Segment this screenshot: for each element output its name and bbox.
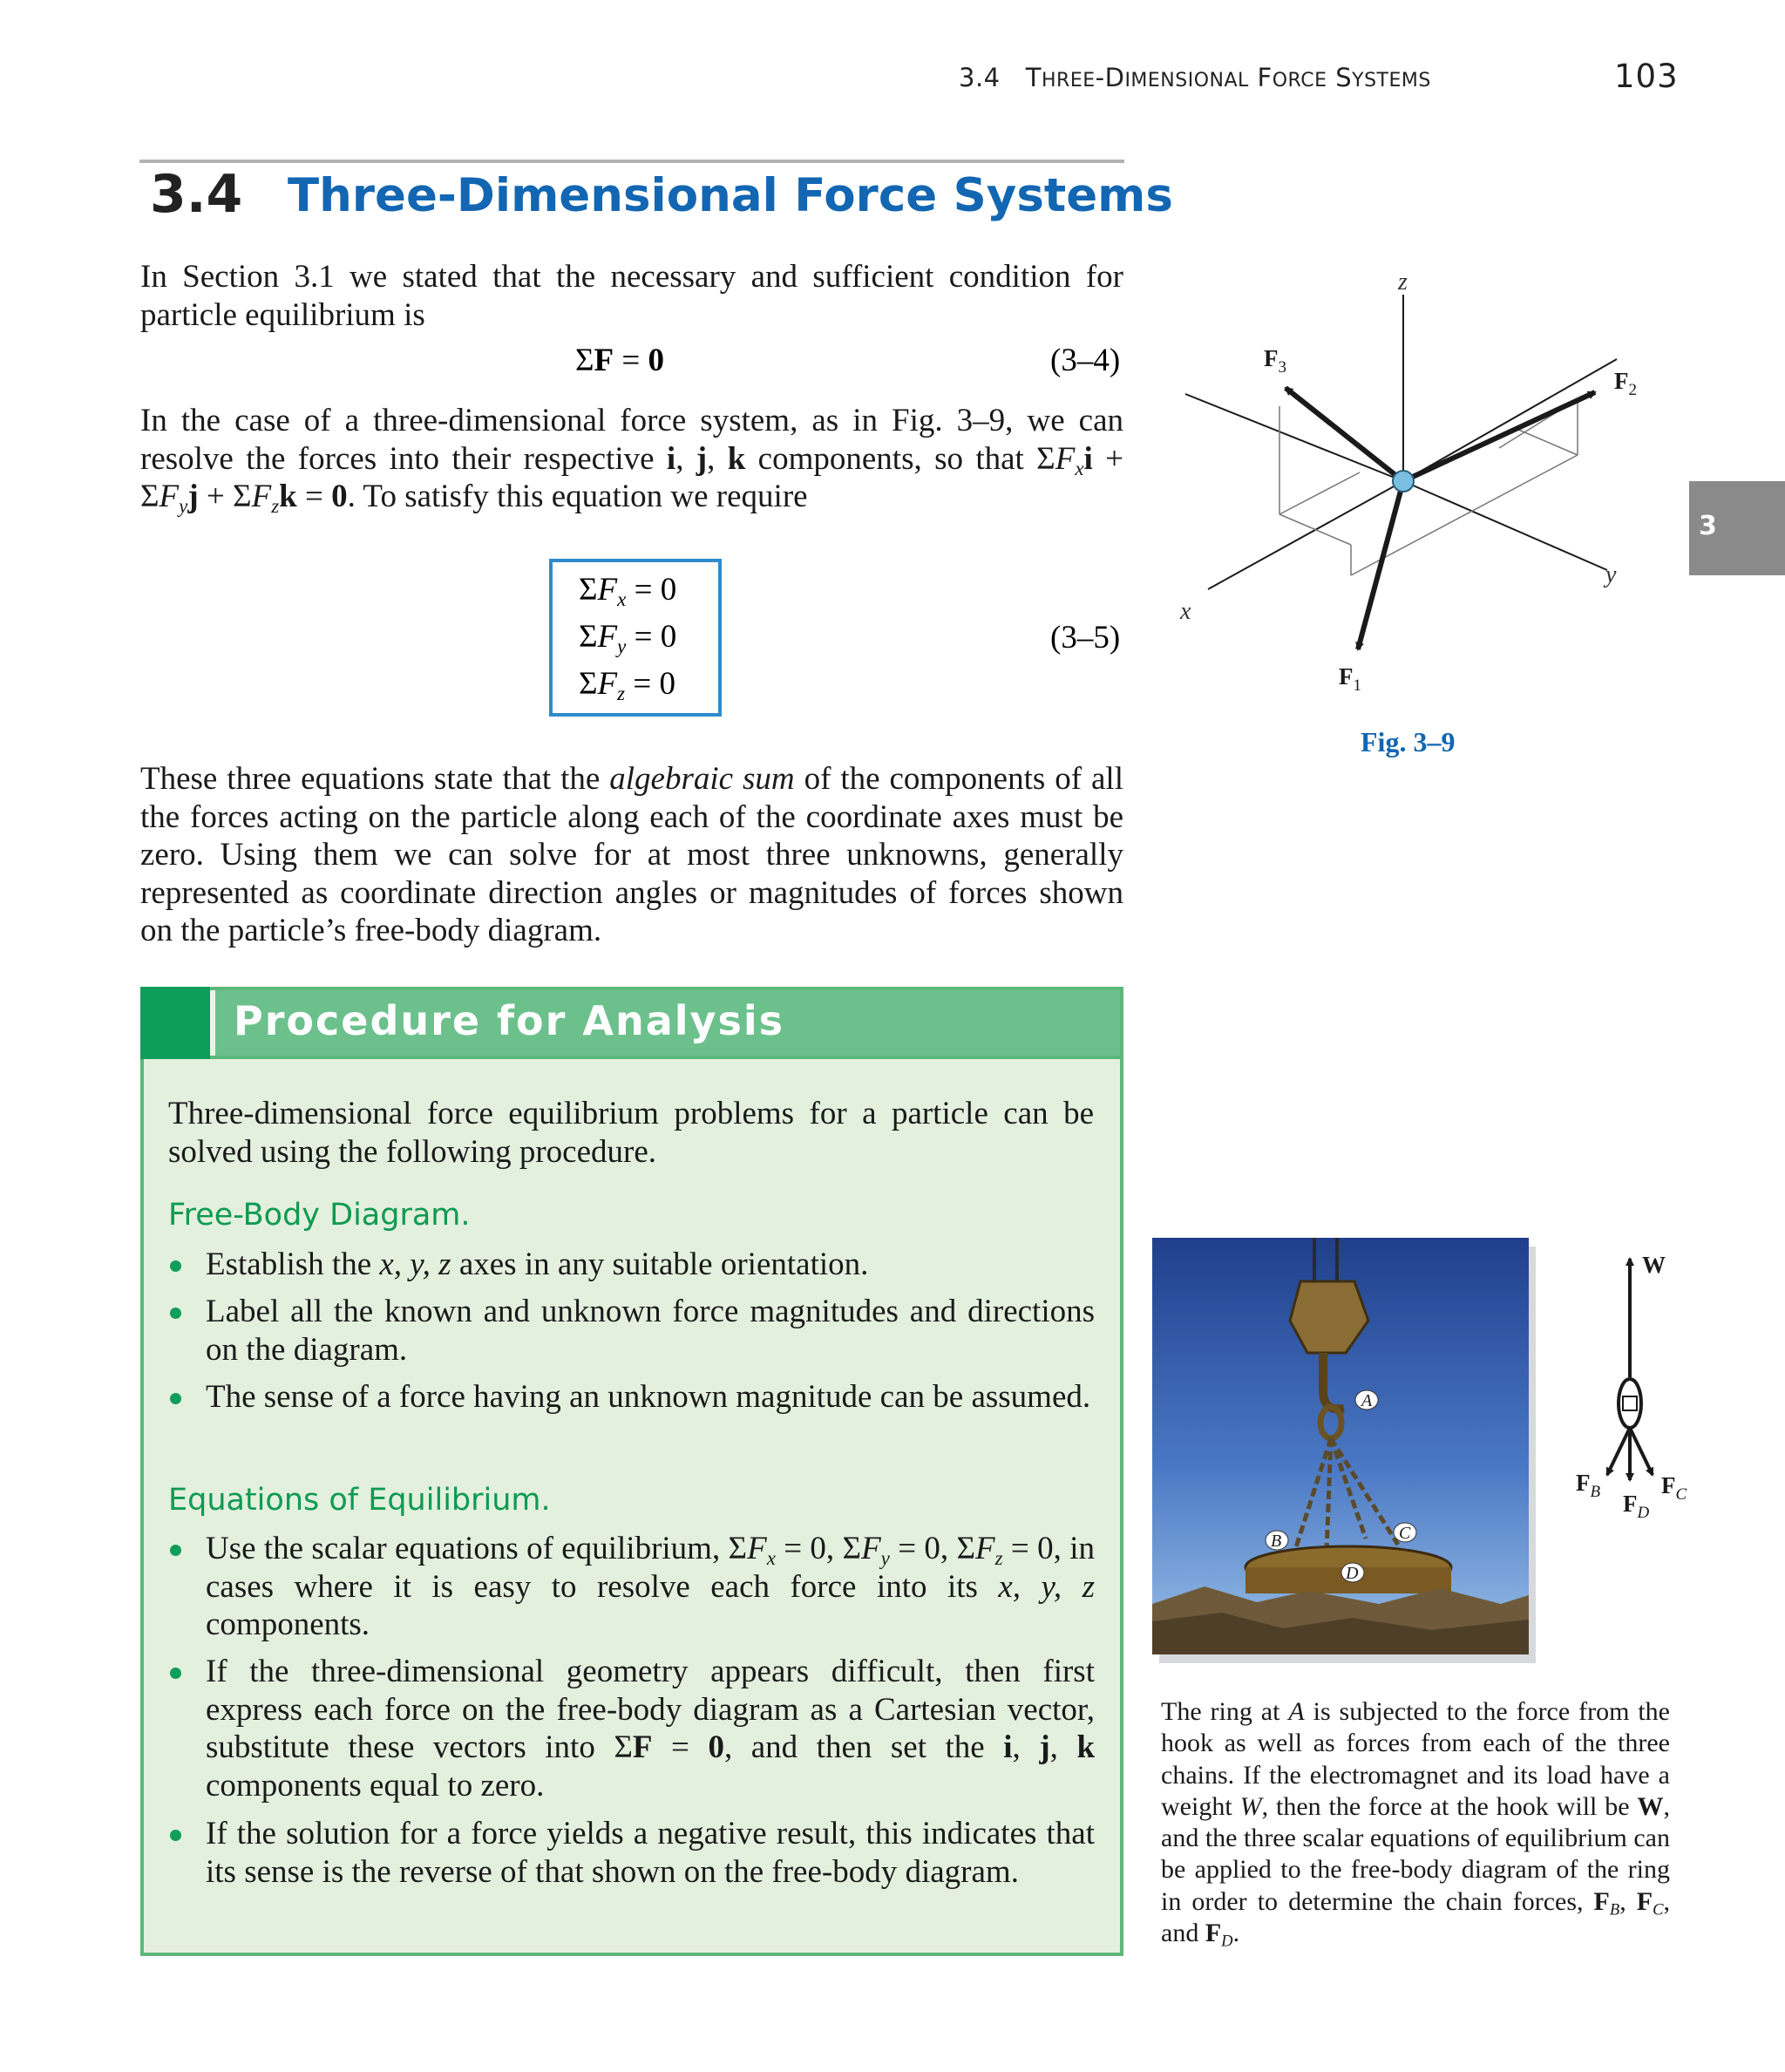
- sub-z: z: [617, 682, 626, 704]
- sigma: Σ: [140, 479, 159, 514]
- unit-i: i: [666, 440, 676, 477]
- rh-cap: F: [1257, 63, 1273, 92]
- axis-label-y: y: [1605, 561, 1617, 588]
- force-F: F: [1614, 368, 1629, 394]
- bullet-text: If the three-dimensional geometry appears difficult, then first express each force on the free-body diagram as a Cartesian vector, substitute these vectors into: [206, 1654, 1095, 1765]
- sub-z: z: [994, 1546, 1003, 1569]
- photo-caption: [1161, 1696, 1670, 1949]
- force-label-F2: [1614, 368, 1637, 399]
- caption-F: F: [1593, 1886, 1610, 1916]
- bullet-icon: [170, 1545, 181, 1556]
- force-F: F: [1576, 1470, 1591, 1496]
- para3-text: These three equations state that the: [140, 761, 610, 797]
- bullet-text: axes in any suitable orientation.: [451, 1247, 869, 1282]
- equation-3-5-number: (3–5): [1050, 620, 1121, 656]
- caption-sub-D: D: [1221, 1932, 1233, 1951]
- sep: ,: [1012, 1729, 1040, 1765]
- caption-sub-C: C: [1653, 1900, 1664, 1919]
- caption-text: , then the force at the hook will be: [1261, 1791, 1638, 1821]
- scalar-F: F: [597, 619, 618, 655]
- running-head: [959, 63, 1431, 92]
- caption-and: , and: [1161, 1886, 1671, 1948]
- procedure-header-separator: [210, 990, 215, 1056]
- bullet-text: , in cases where it is easy to resolve each force into its: [206, 1531, 1095, 1605]
- bullet-text: , and then set the: [723, 1729, 1004, 1765]
- caption-A: A: [1288, 1697, 1305, 1726]
- sep: ,: [1619, 1886, 1637, 1916]
- force-F1-arrow: [1358, 481, 1403, 649]
- electromagnet-photo: [1152, 1238, 1529, 1654]
- equation-line-x: [579, 571, 676, 608]
- caption-W-vector: W: [1637, 1791, 1664, 1821]
- force-F: F: [1339, 663, 1354, 690]
- negative-x-axis: [1403, 359, 1617, 481]
- unit-k: k: [279, 479, 297, 514]
- vector-F: F: [632, 1729, 653, 1765]
- rhs: = 0: [625, 666, 675, 702]
- bullet-icon: [170, 1668, 181, 1679]
- caption-F: F: [1205, 1919, 1222, 1948]
- bullet-icon: [170, 1830, 181, 1841]
- sep: ,: [1049, 1729, 1077, 1765]
- coordinate-axes: [1185, 295, 1617, 589]
- rh-small: ORCE: [1272, 70, 1327, 92]
- rhs: = 0: [1002, 1531, 1054, 1566]
- fbd-bullet-1: [206, 1246, 1095, 1284]
- equation-3-4: [575, 342, 664, 379]
- chain-force-arrows: [1607, 1428, 1653, 1480]
- rh-cap: T: [1025, 63, 1042, 92]
- projection-box: [1279, 399, 1578, 575]
- unit-k: k: [727, 440, 746, 477]
- bullet-text: components equal to zero.: [206, 1767, 545, 1804]
- figure-3-9-caption: Fig. 3–9: [1361, 726, 1456, 757]
- photo-label-B: B: [1271, 1532, 1282, 1551]
- procedure-title: Procedure for Analysis: [234, 997, 785, 1044]
- zero-vector: 0: [708, 1729, 724, 1765]
- para3-text: of the components of all the forces acting on the particle along each of the coordinate axes must be zero. Using them we can solve for at most three unknowns, generally represented as coordinate direction angles or magnitudes of forces shown on the particle’s free-body diagram.: [140, 761, 1123, 948]
- sub-x: x: [617, 588, 627, 610]
- caption-text: , and the three scalar equations of equilibrium can be applied to the free-body diagram of the ring in order to determine the chain forces,: [1161, 1791, 1671, 1916]
- bullet-icon: [170, 1393, 181, 1404]
- sigma: Σ: [614, 1729, 633, 1765]
- zero-vector: 0: [331, 479, 348, 514]
- force-F: F: [1623, 1491, 1638, 1517]
- photo-label-D: D: [1346, 1564, 1359, 1583]
- scalar-F: F: [159, 479, 180, 514]
- scalar-F: F: [597, 572, 618, 608]
- x-axis: [1208, 481, 1403, 589]
- sub-y: y: [880, 1546, 890, 1569]
- equation-3-4-number: (3–4): [1050, 343, 1121, 378]
- scalar-F: F: [1055, 440, 1076, 477]
- section-title: Three-Dimensional Force Systems: [288, 169, 1173, 222]
- bullet-text: components.: [206, 1607, 370, 1642]
- label-FB: [1576, 1470, 1601, 1501]
- para3-emphasis: algebraic sum: [609, 761, 795, 797]
- sigma: Σ: [728, 1531, 748, 1566]
- caption-end: .: [1232, 1919, 1240, 1948]
- sigma: Σ: [1036, 440, 1055, 477]
- figure-3-9: [1159, 253, 1647, 706]
- caption-text: The ring at: [1161, 1697, 1289, 1726]
- equation-3-5-box: [549, 559, 722, 717]
- ring-free-body-diagram: [1557, 1247, 1696, 1534]
- sigma: Σ: [579, 666, 598, 702]
- rh-cap: -D: [1095, 63, 1125, 92]
- page-number: 103: [1614, 58, 1679, 95]
- vector-F: F: [594, 343, 614, 378]
- force-sub: D: [1637, 1504, 1650, 1522]
- photo-label-C: C: [1399, 1524, 1411, 1543]
- force-F: F: [1264, 345, 1279, 371]
- sigma: Σ: [956, 1531, 976, 1566]
- procedure-header-tab: [140, 987, 210, 1059]
- scalar-F: F: [597, 666, 618, 702]
- plus: +: [1092, 440, 1124, 477]
- rhs: = 0: [626, 572, 677, 608]
- force-sub: 1: [1353, 676, 1361, 695]
- force-FC-arrow: [1630, 1428, 1653, 1475]
- paragraph-2: [140, 402, 1123, 516]
- plus: +: [198, 479, 234, 514]
- bullet-icon: [170, 1308, 181, 1319]
- sub-y: y: [179, 494, 188, 517]
- rh-cap: S: [1335, 63, 1353, 92]
- force-F2-arrow: [1403, 392, 1595, 481]
- force-label-F3: [1264, 345, 1286, 377]
- sigma: Σ: [842, 1531, 862, 1566]
- rhs: = 0,: [775, 1531, 843, 1566]
- equals: =: [652, 1729, 709, 1765]
- running-head-section: 3.4: [959, 63, 1001, 92]
- rh-small: IMENSIONAL: [1124, 70, 1249, 92]
- force-sub: B: [1590, 1483, 1601, 1501]
- rhs: = 0: [626, 619, 677, 655]
- rhs: = 0,: [889, 1531, 957, 1566]
- unit-i: i: [1003, 1729, 1013, 1765]
- force-sub: 3: [1278, 358, 1286, 377]
- caption-W-scalar: W: [1239, 1791, 1262, 1821]
- scalar-F: F: [861, 1531, 881, 1566]
- unit-j: j: [1039, 1729, 1050, 1765]
- bullet-text: Establish the: [206, 1247, 380, 1282]
- scalar-F: F: [747, 1531, 767, 1566]
- equals: =: [296, 479, 332, 514]
- equations-of-equilibrium-heading: Equations of Equilibrium.: [168, 1483, 551, 1518]
- force-sub: C: [1675, 1485, 1687, 1504]
- force-vectors: [1286, 388, 1595, 649]
- procedure-intro: Three-dimensional force equilibrium problems for a particle can be solved using the following procedure.: [168, 1096, 1094, 1170]
- sigma: Σ: [233, 479, 252, 514]
- sub-x: x: [1075, 457, 1084, 479]
- bullet-icon: [170, 1260, 181, 1272]
- unit-k: k: [1076, 1729, 1096, 1765]
- equation-line-z: [579, 665, 675, 703]
- free-body-diagram-heading: Free-Body Diagram.: [168, 1198, 471, 1233]
- axes-xyz: x, y, z: [379, 1247, 451, 1282]
- bullet-text: Use the scalar equations of equilibrium,: [206, 1531, 729, 1566]
- force-label-F1: [1339, 663, 1361, 695]
- photo-label-A: A: [1361, 1391, 1373, 1410]
- force-FB-arrow: [1607, 1428, 1630, 1475]
- running-head-title: [1026, 63, 1431, 92]
- label-FD: [1623, 1491, 1650, 1522]
- force-sub: 2: [1628, 381, 1637, 399]
- particle: [1393, 471, 1414, 492]
- eq-bullet-2: [206, 1653, 1095, 1804]
- para2-text: components, so that: [745, 440, 1037, 477]
- equals: =: [614, 343, 648, 378]
- fbd-bullet-3: The sense of a force having an unknown magnitude can be assumed.: [206, 1379, 1091, 1415]
- chapter-tab-label: 3: [1699, 511, 1717, 541]
- sigma: Σ: [579, 572, 598, 608]
- rh-small: HREE: [1042, 70, 1096, 92]
- unit-j: j: [696, 440, 708, 477]
- caption-text: is subjected to the force from the hook as well as forces from each of the three chains. If the electromagnet and its load have a weight: [1161, 1697, 1670, 1821]
- sigma: Σ: [575, 343, 594, 378]
- caption-sub-B: B: [1609, 1900, 1620, 1919]
- unit-i: i: [1083, 440, 1093, 477]
- force-F: F: [1661, 1472, 1676, 1498]
- label-FC: [1661, 1472, 1687, 1504]
- scalar-F: F: [251, 479, 272, 514]
- para2-text: . To satisfy this equation we require: [347, 479, 808, 514]
- sep: ,: [707, 440, 728, 477]
- caption-F: F: [1636, 1886, 1653, 1916]
- zero-vector: 0: [648, 343, 665, 378]
- axes-xyz: x, y, z: [998, 1568, 1095, 1605]
- ring-link-icon: [1623, 1396, 1637, 1410]
- fbd-bullet-2: Label all the known and unknown force magnitudes and directions on the diagram.: [206, 1294, 1095, 1368]
- section-number: 3.4: [150, 164, 243, 225]
- sub-z: z: [271, 494, 280, 517]
- intro-paragraph: In Section 3.1 we stated that the necessary and sufficient condition for particle equilibrium is: [140, 259, 1123, 333]
- sub-x: x: [766, 1546, 776, 1569]
- label-W: W: [1642, 1252, 1666, 1278]
- y-axis: [1403, 481, 1607, 570]
- unit-j: j: [187, 479, 199, 514]
- eq-bullet-1: [206, 1530, 1095, 1644]
- rh-small: YSTEMS: [1352, 70, 1431, 92]
- negative-y-axis: [1185, 394, 1403, 481]
- equation-line-y: [579, 618, 676, 656]
- sep: ,: [675, 440, 696, 477]
- axis-label-z: z: [1398, 268, 1408, 296]
- sigma: Σ: [579, 619, 598, 655]
- scalar-F: F: [975, 1531, 995, 1566]
- force-F3-arrow: [1286, 388, 1403, 481]
- eq-bullet-3: If the solution for a force yields a negative result, this indicates that its sense is the reverse of that shown on the free-body diagram.: [206, 1816, 1095, 1890]
- title-rule: [139, 160, 1124, 163]
- paragraph-3: [140, 760, 1123, 950]
- axis-label-x: x: [1180, 598, 1191, 625]
- para2-text: In the case of a three-dimensional force system, as in Fig. 3–9, we can resolve the forces into their respective: [140, 403, 1123, 477]
- sub-y: y: [617, 635, 627, 657]
